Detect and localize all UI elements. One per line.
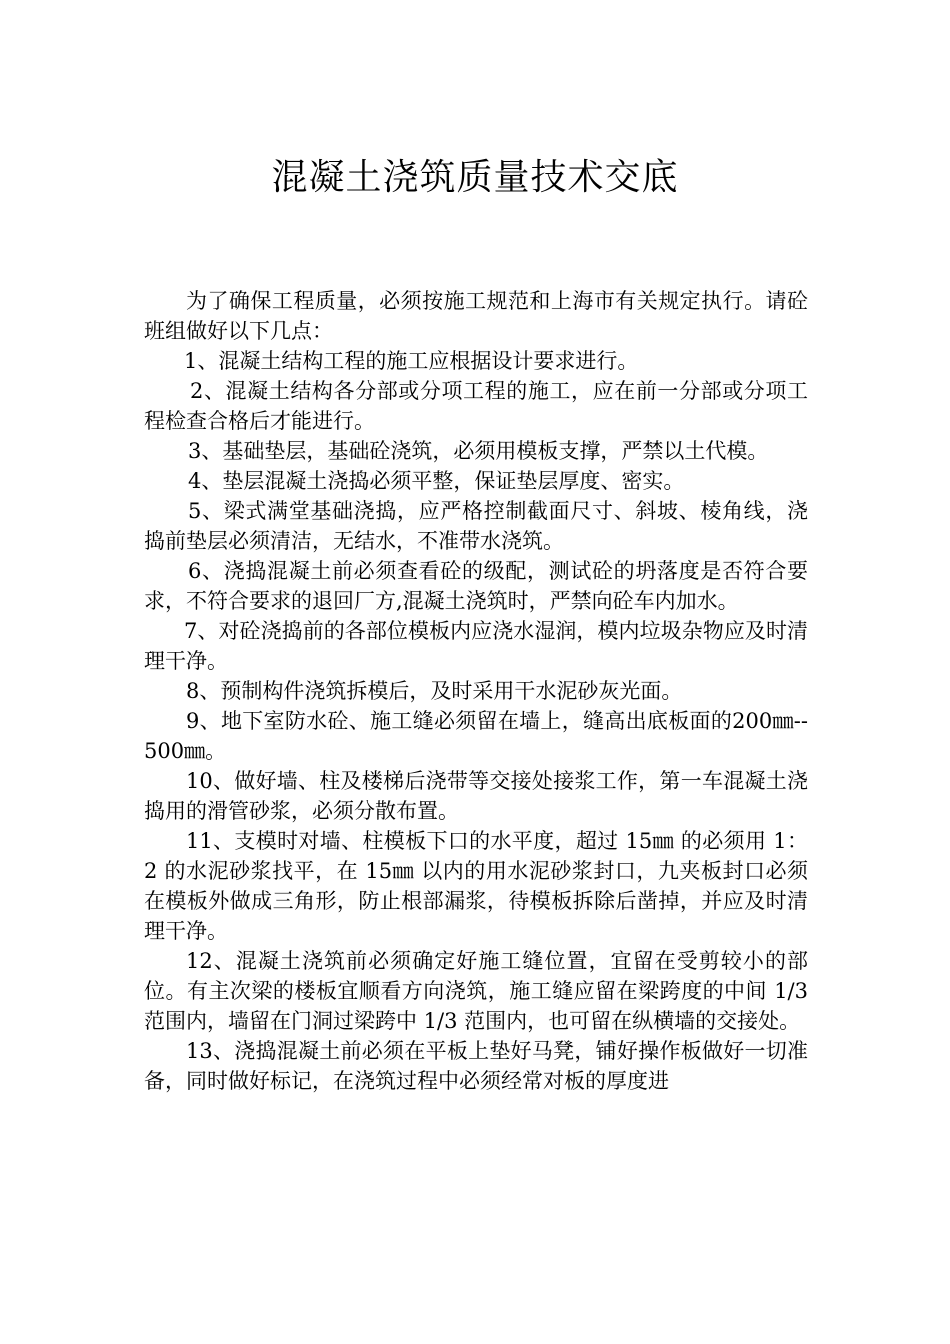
- document-body: [144, 286, 808, 1096]
- paragraph-intro: 为了确保工程质量，必须按施工规范和上海市有关规定执行。请砼班组做好以下几点：: [144, 289, 808, 343]
- paragraph-item-5: 5、梁式满堂基础浇捣，应严格控制截面尺寸、斜坡、棱角线，浇捣前垫层必须清洁，无结水，不准带水浇筑。: [144, 499, 808, 553]
- paragraph-item-4: 4、垫层混凝土浇捣必须平整，保证垫层厚度、密实。: [188, 469, 685, 493]
- paragraph-item-9: 9、地下室防水砼、施工缝必须留在墙上，缝高出底板面的200㎜--500㎜。: [144, 709, 808, 763]
- document-title: 混凝土浇筑质量技术交底: [271, 157, 679, 198]
- paragraph-item-13: 13、浇捣混凝土前必须在平板上垫好马凳，铺好操作板做好一切准备，同时做好标记，在浇筑过程中必须经常对板的厚度进: [144, 1039, 808, 1093]
- paragraph-item-1: 1、混凝土结构工程的施工应根据设计要求进行。: [184, 349, 639, 373]
- paragraph-item-6: 6、浇捣混凝土前必须查看砼的级配，测试砼的坍落度是否符合要求，不符合要求的退回厂方,混凝土浇筑时，严禁向砼车内加水。: [144, 559, 808, 613]
- paragraph-item-11: 11、支模时对墙、柱模板下口的水平度，超过 15㎜ 的必须用 1：2 的水泥砂浆找平，在 15㎜ 以内的用水泥砂浆封口，九夹板封口必须在模板外做成三角形，防止根部漏浆，待模板拆除后凿掉，并应及时清理干净。: [144, 829, 808, 943]
- paragraph-item-3: 3、基础垫层，基础砼浇筑，必须用模板支撑，严禁以土代模。: [188, 439, 769, 463]
- paragraph-item-8: 8、预制构件浇筑拆模后，及时采用干水泥砂灰光面。: [186, 679, 683, 703]
- paragraph-item-2: 2、混凝土结构各分部或分项工程的施工，应在前一分部或分项工程检查合格后才能进行。: [144, 379, 808, 433]
- paragraph-item-10: 10、做好墙、柱及楼梯后浇带等交接处接浆工作，第一车混凝土浇捣用的滑管砂浆，必须分散布置。: [144, 769, 808, 823]
- paragraph-item-12: 12、混凝土浇筑前必须确定好施工缝位置，宜留在受剪较小的部位。有主次梁的楼板宜顺看方向浇筑，施工缝应留在梁跨度的中间 1/3 范围内，墙留在门洞过梁跨中 1/3 范围内，也可留在纵横墙的交接处。: [144, 949, 808, 1033]
- paragraph-item-7: 7、对砼浇捣前的各部位模板内应浇水湿润，模内垃圾杂物应及时清理干净。: [144, 619, 808, 673]
